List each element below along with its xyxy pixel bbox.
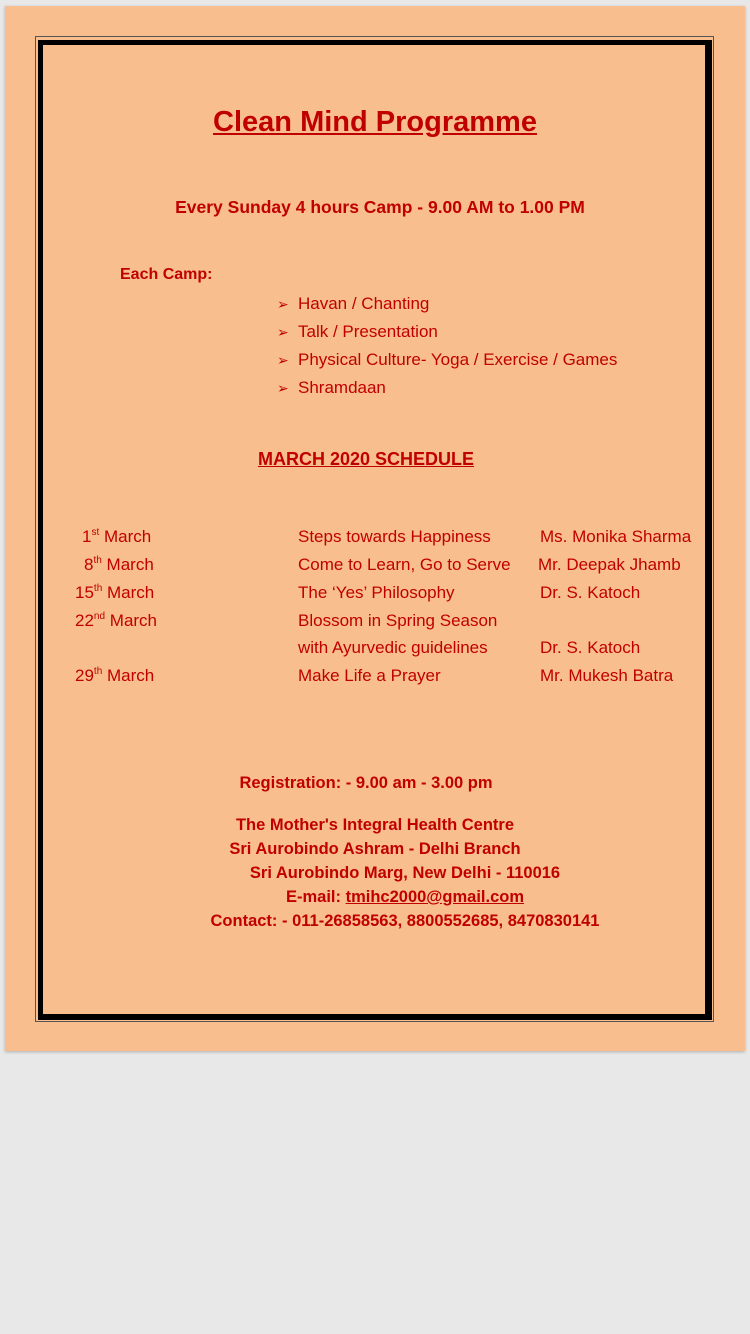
organization-name: The Mother's Integral Health Centre (235, 816, 515, 834)
schedule-topic: Steps towards Happiness (298, 527, 491, 546)
schedule-topic: Come to Learn, Go to Serve (298, 555, 511, 574)
schedule-date: 8th March (84, 555, 154, 574)
schedule-topic: The ‘Yes’ Philosophy (298, 583, 455, 602)
list-item: ➢ Havan / Chanting (277, 292, 617, 320)
organization-branch: Sri Aurobindo Ashram - Delhi Branch (229, 840, 521, 858)
camp-activities-list (277, 292, 617, 404)
email-link[interactable]: tmihc2000@gmail.com (345, 888, 524, 906)
list-item: ➢ Talk / Presentation (277, 320, 617, 348)
schedule-date: 1st March (82, 527, 152, 546)
camp-timing: Every Sunday 4 hours Camp - 9.00 AM to 1.00 PM (175, 197, 585, 217)
schedule-date: 15th March (75, 583, 155, 602)
list-item: ➢ Shramdaan (277, 376, 617, 404)
schedule-speaker: Dr. S. Katoch (540, 583, 641, 602)
email-line: E-mail: tmihc2000@gmail.com (285, 888, 524, 906)
arrow-bullet-icon: ➢ (277, 296, 289, 312)
organization-address: Sri Aurobindo Marg, New Delhi - 110016 (249, 864, 561, 882)
schedule-speaker: Ms. Monika Sharma (540, 527, 692, 546)
schedule-speaker: Dr. S. Katoch (540, 638, 641, 657)
page-title: Clean Mind Programme (213, 106, 537, 138)
arrow-bullet-icon: ➢ (277, 380, 289, 396)
schedule-speaker: Mr. Mukesh Batra (540, 666, 674, 685)
schedule-topic: Blossom in Spring Season (298, 611, 498, 630)
arrow-bullet-icon: ➢ (277, 352, 289, 368)
registration-time: Registration: - 9.00 am - 3.00 pm (239, 774, 493, 792)
each-camp-label: Each Camp: (120, 266, 213, 283)
schedule-topic-continued: with Ayurvedic guidelines (298, 638, 488, 657)
contact-numbers: Contact: - 011-26858563, 8800552685, 8470830141 (210, 912, 600, 930)
schedule-date: 29th March (75, 666, 155, 685)
list-item: ➢ Physical Culture- Yoga / Exercise / Games (277, 348, 617, 376)
schedule-date: 22nd March (75, 611, 158, 630)
arrow-bullet-icon: ➢ (277, 324, 289, 340)
schedule-heading: MARCH 2020 SCHEDULE (257, 449, 475, 469)
schedule-speaker: Mr. Deepak Jhamb (538, 555, 681, 574)
schedule-topic: Make Life a Prayer (298, 666, 441, 685)
